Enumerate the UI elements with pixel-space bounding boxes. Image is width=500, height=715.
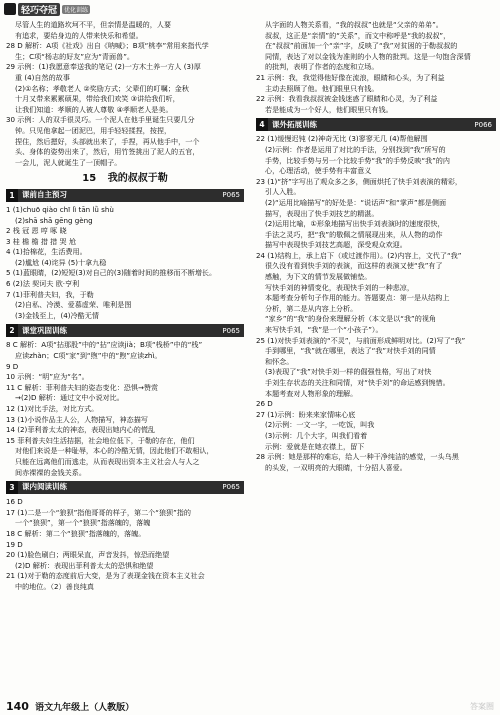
section-header-reading [6, 481, 244, 494]
answer-line: 23 (1)“挤”字写出了观众多之多，侧面烘托了快手刘表演的精彩， [256, 176, 463, 186]
answer-line: 一个“狼狈”，第一个“狼狈”指落魄的，落魄 [15, 518, 151, 528]
answer-line: (2)D 解析：表现出菲利普太太的恐惧和绝望 [15, 560, 154, 570]
answer-line: 写快手刘的神情变化，表现快手刘的一种悲凉， [265, 282, 414, 292]
answer-line: (2)尴尬 (4)诧异 (5)十拿九稳 [15, 257, 107, 267]
answer-block-extension [256, 134, 496, 473]
answer-line: 30 示例：人的双手很灵巧。一个泥人在他手里诞生只要几分 [6, 115, 195, 125]
answer-line: 1 (1)chuō qiào chī lì tān lǜ shù [6, 204, 114, 214]
answer-line: 只能在远离他们而逃走，从而表现出资本主义社会人与人之 [15, 456, 200, 466]
answer-line: 叔叔，这正是“亲情”的“关系”，而文中称呼是“我的叔叔”， [265, 30, 451, 40]
answer-line: 主动去照顾了他。他们眼里只有钱。 [265, 83, 379, 93]
answer-block-consolidation [6, 340, 244, 478]
footer [6, 700, 134, 713]
answer-line: 12 (1)对比手法，对比方式。 [6, 404, 99, 413]
section-page-ref: P065 [222, 326, 240, 335]
section-badge: 2 [6, 324, 18, 337]
answer-line: 24 (1)结构上，承上启下（或过渡作用）。(2)内容上，文代了“我” [256, 250, 462, 260]
answer-line: 有追求，要给身边的人带来快乐和希望。 [15, 30, 143, 40]
answer-line: 同情，表达了对以金钱为准则的小人物的批判。这是一句饱含深情 [265, 51, 471, 61]
answer-line: (3)金钱至上，(4)冷酷无情 [15, 310, 99, 320]
answer-line: (2)“运用比喻描写”的好处是：“说话声”和“掌声”都是侧面 [265, 197, 447, 207]
answer-line: →(2)D 解析：通过文中小说对比。 [15, 393, 124, 403]
answer-line: 在“叔叔”前面加一个“亲”字，反映了“我”对贫困的于勒叔叔的 [265, 41, 458, 51]
watermark-text: 答案圈 [470, 702, 494, 711]
answer-line: 来写快手刘，“我”是一个“小孩子”）。 [265, 325, 383, 335]
answer-line: 钟。只见他拿起一团泥巴，用手轻轻揉捏，按捏， [15, 125, 172, 135]
page-number: 140 [6, 700, 29, 713]
answer-line: 的头发，一双明亮的大眼睛，十分招人喜爱。 [265, 462, 407, 472]
answer-line: 应读zhàn；C项“家”到“煦”中的“煦”应读zhì。 [15, 351, 162, 361]
answer-line: 3 桂 檐 檐 措 措 哭 尬 [6, 236, 76, 246]
answer-line: 心，心理活动，使手势有丰富意义 [265, 166, 372, 176]
answer-line: 22 (1)缓慢迟钝 (2)神奇无比 (3)寥寥无几 (4)帮他解围 [256, 134, 428, 144]
answer-line: 16 D [6, 497, 23, 507]
answer-line: 的批判，表明了作者的态度和立场。 [265, 62, 379, 72]
answer-line: 15 菲利普夫妇生活拮据，社会地位低下，于勒的存在，他们 [6, 435, 195, 445]
answer-line: 若是能成为一个好人，他们眼里只有钱。 [265, 104, 393, 114]
logo-icon [4, 3, 16, 15]
section-header-preview [6, 189, 244, 202]
section-badge: 1 [6, 189, 18, 202]
answer-line: 重 (4)自然的故事 [15, 72, 70, 82]
answer-line: 28 示例：她是那样的难忘，给人一种干净纯洁的感觉，一头乌黑 [256, 452, 459, 462]
answer-line: 头、身体的姿势出来了，然后，用竹签挑出了泥人的五官， [15, 147, 200, 157]
section-header-consolidation [6, 324, 244, 337]
section-title: 课前自主预习 [22, 190, 67, 200]
answer-line: 21 示例：我，我觉得他好像在流浪，眼睛和心头，为了利益 [256, 72, 445, 82]
answer-line: 让我们知道：孝顺的人被人尊敬 ④孝顺老人是美。 [15, 104, 173, 114]
answer-line: (2)示例：一文一字，一吃饭，叫我 [265, 420, 375, 430]
answer-line: 27 (1)示例：盼来来家情味心底 [256, 409, 356, 419]
answer-line: 引人入胜。 [265, 187, 301, 197]
chapter-heading [6, 174, 244, 185]
answer-line: (2)自私、冷漠、爱慕虚荣、唯利是图 [15, 300, 132, 310]
answer-line: 26 D [256, 399, 273, 409]
section-header-extension [256, 118, 496, 131]
answer-line: (2)shā shā gēng gèng [15, 215, 93, 225]
logo-subtitle: 优化训练 [64, 6, 89, 14]
answer-line: 生；C项“杨志的好友”应为“青面兽”。 [15, 51, 134, 61]
answer-line: 18 C 解析：第二个“狼狈”指落魄的，落魄。 [6, 528, 146, 538]
answer-line: 分析，第二是从内容上分析。 [265, 303, 358, 313]
answer-line: 13 (1)小说作品主人公，人物描写，神态描写 [6, 414, 148, 424]
answer-line: 手到哪里，“我”就在哪里，表达了“我”对快手刘的同情 [265, 346, 436, 356]
answer-line: 4 (1)拾棉花，生活费用。 [6, 247, 87, 257]
book-label: 语文九年级上（人教版） [35, 703, 135, 713]
answer-line: 一会儿，泥人就诞生了一顶帽子。 [15, 157, 122, 167]
answer-line: 本题考查分析句子作用的能力。答题要点：第一是从结构上 [265, 293, 450, 303]
answer-line: 间赤裸裸的金钱关系。 [15, 467, 86, 477]
answer-line: 28 D 解析：A项《社戏》出自《呐喊》；B项“桃李”常用来指代学 [6, 41, 209, 51]
answer-line: 和怀念。 [265, 356, 294, 366]
answer-line: 感触，为下文的情节发展做铺垫。 [265, 272, 372, 282]
answer-line: 10 示例：“明”应为“名”。 [6, 372, 89, 382]
section-badge: 3 [6, 481, 18, 494]
section-page-ref: P065 [222, 483, 240, 492]
answer-block-reading [6, 497, 244, 592]
answer-line: 25 (1)对快手刘表演的“不灵”，与前面形成鲜明对比。(2)写了“我” [256, 335, 466, 345]
answer-line: (3)表现了“我”对快手刘一样的倔强性格，写出了对快 [265, 367, 432, 377]
answer-line: (2)示例：作者是运用了对比的手法，分别找到“我”所写的 [265, 144, 446, 154]
answer-block-pre-right [256, 20, 496, 115]
answer-line: 19 D [6, 539, 23, 549]
chapter-title: 我的叔叔于勒 [107, 173, 168, 185]
section-title: 课外拓展训练 [272, 119, 317, 129]
answer-line: “家乡”的“我”的身份来理解分析（本文是以“我”的视角 [265, 314, 437, 324]
answer-line: 本题考查对人物形象的理解。 [265, 388, 358, 398]
logo [4, 2, 90, 16]
answer-line: 17 (1)二是一个“狼狈”指他哥哥的样子，第二个“狼狈”指的 [6, 507, 191, 517]
answer-line: 很久没有看到快手刘的表演，而这样的表演又使“我”有了 [265, 261, 443, 271]
header [0, 0, 500, 20]
answer-line: 14 (2)菲利普太太的神态，表现出她内心的慌乱 [6, 425, 156, 435]
left-column [6, 20, 244, 593]
answer-line: 手法之灵巧，把“我”的敬佩之情展现出来，从人物的动作 [265, 229, 443, 239]
section-page-ref: P065 [222, 191, 240, 200]
answer-line: 8 C 解析：A项“拈那股”中的“拈”应读jià；B项“栈桥”中的“栈” [6, 340, 203, 350]
answer-line: 9 D [6, 361, 19, 371]
answer-line: 从字面的人物关系看，“我的叔叔”也就是“父亲的弟弟”。 [265, 20, 443, 29]
answer-line: 捏住，然后摁好，头部就出来了，手捏，再从他手中，一个 [15, 136, 200, 146]
answer-line: 6 (2)法 契诃夫 欧·亨利 [6, 279, 80, 289]
answer-line: 描写，表现出了快手刘技艺的精湛。 [265, 208, 379, 218]
answer-line: 22 示例：我看我叔叔被金钱迷惑了眼睛和心灵，为了利益 [256, 94, 438, 104]
right-column [256, 20, 496, 473]
answer-line: 手势，比较手势与另一个比较手势“我”的手势反映“我”的内 [265, 155, 450, 165]
section-title: 课堂巩固训练 [22, 325, 67, 335]
answer-line: 21 (1)对于勒的态度前后大变，是为了表现金钱在资本主义社会 [6, 571, 205, 581]
answer-line: (2)运用比喻，①形象地描写出快手刘表演时的速度很快， [265, 219, 445, 229]
answer-line: 描写中表现快手刘技艺高超，深受观众欢迎。 [265, 240, 407, 250]
answer-line: 29 示例：(1)我愿意奉送我的笔记 (2)一方木土养一方人 (3)厚 [6, 62, 201, 72]
answer-line: 5 (1)蓝眼睛，(2)短短(3)对自己的(3)随着时间的推移而不断增长。 [6, 268, 217, 278]
answer-line: 示例：爱就是在她衣襟上，留下 [265, 441, 365, 451]
section-badge: 4 [256, 118, 268, 131]
section-title: 课内阅读训练 [22, 482, 67, 492]
answer-line: 尽管人生的道路坎坷不平，但亲情是温暖的，人要 [15, 20, 172, 29]
answer-line: 对他们来说是一种耻辱，本心的冷酷无情，因此他们不敢相认， [15, 446, 214, 456]
answer-line: 2 栈 冠 恩 哼 啄 晓 [6, 226, 67, 236]
answer-line: 11 C 解析：菲利普夫妇的姿态变化：恐惧→赞赏 [6, 382, 159, 392]
answer-block-pre [6, 20, 244, 168]
section-page-ref: P066 [474, 120, 492, 129]
chapter-number: 15 [82, 173, 97, 185]
answer-line: 中的地位。（2）善良纯真 [15, 581, 94, 591]
logo-text: 轻巧夺冠 [18, 3, 60, 16]
answer-line: 十月又带来累累硕果，带给我们欢笑 ③讲给我们听， [15, 94, 180, 104]
answer-line: 手刘生存状态的关注和同情，对“快手刘”的命运感到惋惜。 [265, 378, 450, 387]
answer-line: 7 (1)菲利普夫妇，我，于勒 [6, 289, 94, 299]
answer-line: (3)示例：几个大字，叫我们看着 [265, 430, 368, 440]
answer-block-preview [6, 205, 244, 322]
answer-line: (2)①名称；孝敬老人 ②奖励方式；父辈们的叮嘱；金秋 [15, 83, 189, 93]
answer-line: 20 (1)脸色刷白；两眼呆直，声音发抖，惊恐而绝望 [6, 550, 170, 560]
